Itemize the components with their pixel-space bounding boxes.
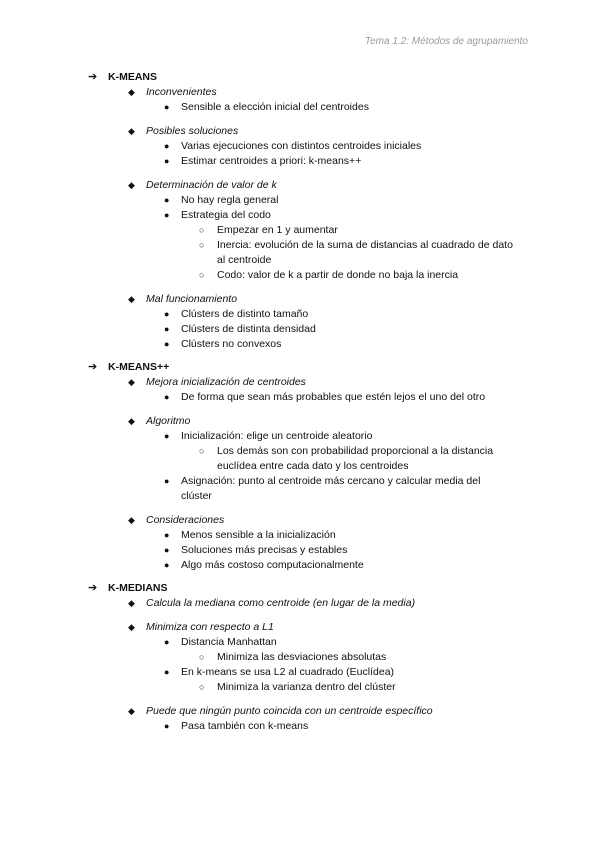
list-item: ● Soluciones más precisas y estables	[164, 544, 348, 556]
bullet-icon: ●	[164, 156, 170, 166]
sub-list-item: ○ Los demás son con probabilidad proporcional a la distancia euclídea entre cada dato y los centroides	[199, 445, 494, 472]
page-header: Tema 1.2: Métodos de agrupamiento	[364, 36, 528, 47]
subsection-label: Algoritmo	[146, 415, 191, 427]
subsection-label: Posibles soluciones	[146, 125, 239, 137]
bullet-icon: ●	[164, 667, 170, 677]
subsection-mal-funcionamiento	[0, 292, 600, 307]
bullet-icon: ●	[164, 721, 170, 731]
subsection-mejora	[0, 375, 600, 390]
diamond-icon: ◆	[128, 180, 135, 190]
list-item: ● Clústers de distinto tamaño	[164, 308, 309, 320]
list-item: ● Pasa también con k-means	[164, 720, 309, 732]
subsection-label: Minimiza con respecto a L1	[146, 621, 274, 633]
circle-bullet-icon: ○	[199, 225, 205, 235]
subsection-algoritmo	[0, 414, 600, 429]
bullet-icon: ●	[164, 637, 170, 647]
list-item: ● Estimar centroides a priori: k-means++	[164, 155, 362, 167]
circle-bullet-icon: ○	[199, 682, 205, 692]
diamond-icon: ◆	[128, 377, 135, 387]
subsection-consideraciones	[0, 513, 600, 528]
list-item: ● Clústers no convexos	[164, 338, 282, 350]
section-title: K-MEANS	[108, 71, 157, 83]
diamond-icon: ◆	[128, 126, 135, 136]
subsection-label: Inconvenientes	[146, 86, 217, 98]
section-title: K-MEANS++	[108, 361, 170, 373]
list-item: ● Varias ejecuciones con distintos centroides iniciales	[164, 140, 422, 152]
subsection-puede	[0, 704, 600, 719]
list-item: ● En k-means se usa L2 al cuadrado (Euclídea)	[164, 666, 395, 678]
subsection-label: Calcula la mediana como centroide (en lugar de la media)	[146, 597, 416, 609]
list-item: ● Estrategia del codo	[164, 209, 271, 221]
circle-bullet-icon: ○	[199, 270, 205, 280]
diamond-icon: ◆	[128, 706, 135, 716]
section-kmeanspp	[0, 360, 600, 375]
list-item: ● No hay regla general	[164, 194, 279, 206]
bullet-icon: ●	[164, 392, 170, 402]
diamond-icon: ◆	[128, 622, 135, 632]
subsection-label: Puede que ningún punto coincida con un centroide específico	[146, 705, 433, 717]
diamond-icon: ◆	[128, 515, 135, 525]
bullet-icon: ●	[164, 476, 170, 486]
arrow-icon: ➔	[88, 582, 98, 594]
list-item: ● Algo más costoso computacionalmente	[164, 559, 364, 571]
diamond-icon: ◆	[128, 598, 135, 608]
subsection-calcula	[0, 596, 600, 611]
bullet-icon: ●	[164, 141, 170, 151]
subsection-inconvenientes	[0, 85, 600, 100]
subsection-soluciones	[0, 124, 600, 139]
bullet-icon: ●	[164, 431, 170, 441]
arrow-icon: ➔	[88, 71, 98, 83]
sub-list-item: ○ Minimiza la varianza dentro del clúster	[199, 681, 396, 693]
subsection-label: Mal funcionamiento	[146, 293, 238, 305]
bullet-icon: ●	[164, 210, 170, 220]
circle-bullet-icon: ○	[199, 652, 205, 662]
subsection-label: Consideraciones	[146, 514, 225, 526]
section-kmedians	[0, 581, 600, 596]
section-title: K-MEDIANS	[108, 582, 168, 594]
document-body	[0, 70, 600, 734]
subsection-determinacion	[0, 178, 600, 193]
sub-list-item: ○ Codo: valor de k a partir de donde no baja la inercia	[199, 269, 459, 281]
bullet-icon: ●	[164, 560, 170, 570]
bullet-icon: ●	[164, 530, 170, 540]
bullet-icon: ●	[164, 339, 170, 349]
list-item: ● De forma que sean más probables que estén lejos el uno del otro	[164, 391, 486, 403]
section-kmeans	[0, 70, 600, 85]
list-item: ● Asignación: punto al centroide más cercano y calcular media del clúster	[164, 475, 481, 502]
bullet-icon: ●	[164, 324, 170, 334]
circle-bullet-icon: ○	[199, 240, 205, 250]
bullet-icon: ●	[164, 102, 170, 112]
arrow-icon: ➔	[88, 361, 98, 373]
bullet-icon: ●	[164, 195, 170, 205]
subsection-label: Mejora inicialización de centroides	[146, 376, 306, 388]
list-item: ● Sensible a elección inicial del centroides	[164, 101, 369, 113]
list-item: ● Distancia Manhattan	[164, 636, 277, 648]
sub-list-item: ○ Empezar en 1 y aumentar	[199, 224, 338, 236]
diamond-icon: ◆	[128, 416, 135, 426]
diamond-icon: ◆	[128, 87, 135, 97]
circle-bullet-icon: ○	[199, 446, 205, 456]
bullet-icon: ●	[164, 545, 170, 555]
diamond-icon: ◆	[128, 294, 135, 304]
list-item: ● Menos sensible a la inicialización	[164, 529, 336, 541]
list-item: ● Clústers de distinta densidad	[164, 323, 316, 335]
bullet-icon: ●	[164, 309, 170, 319]
list-item: ● Inicialización: elige un centroide aleatorio	[164, 430, 373, 442]
subsection-label: Determinación de valor de k	[146, 179, 277, 191]
sub-list-item: ○ Minimiza las desviaciones absolutas	[199, 651, 387, 663]
subsection-minimiza	[0, 620, 600, 635]
sub-list-item: ○ Inercia: evolución de la suma de distancias al cuadrado de dato al centroide	[199, 239, 513, 266]
